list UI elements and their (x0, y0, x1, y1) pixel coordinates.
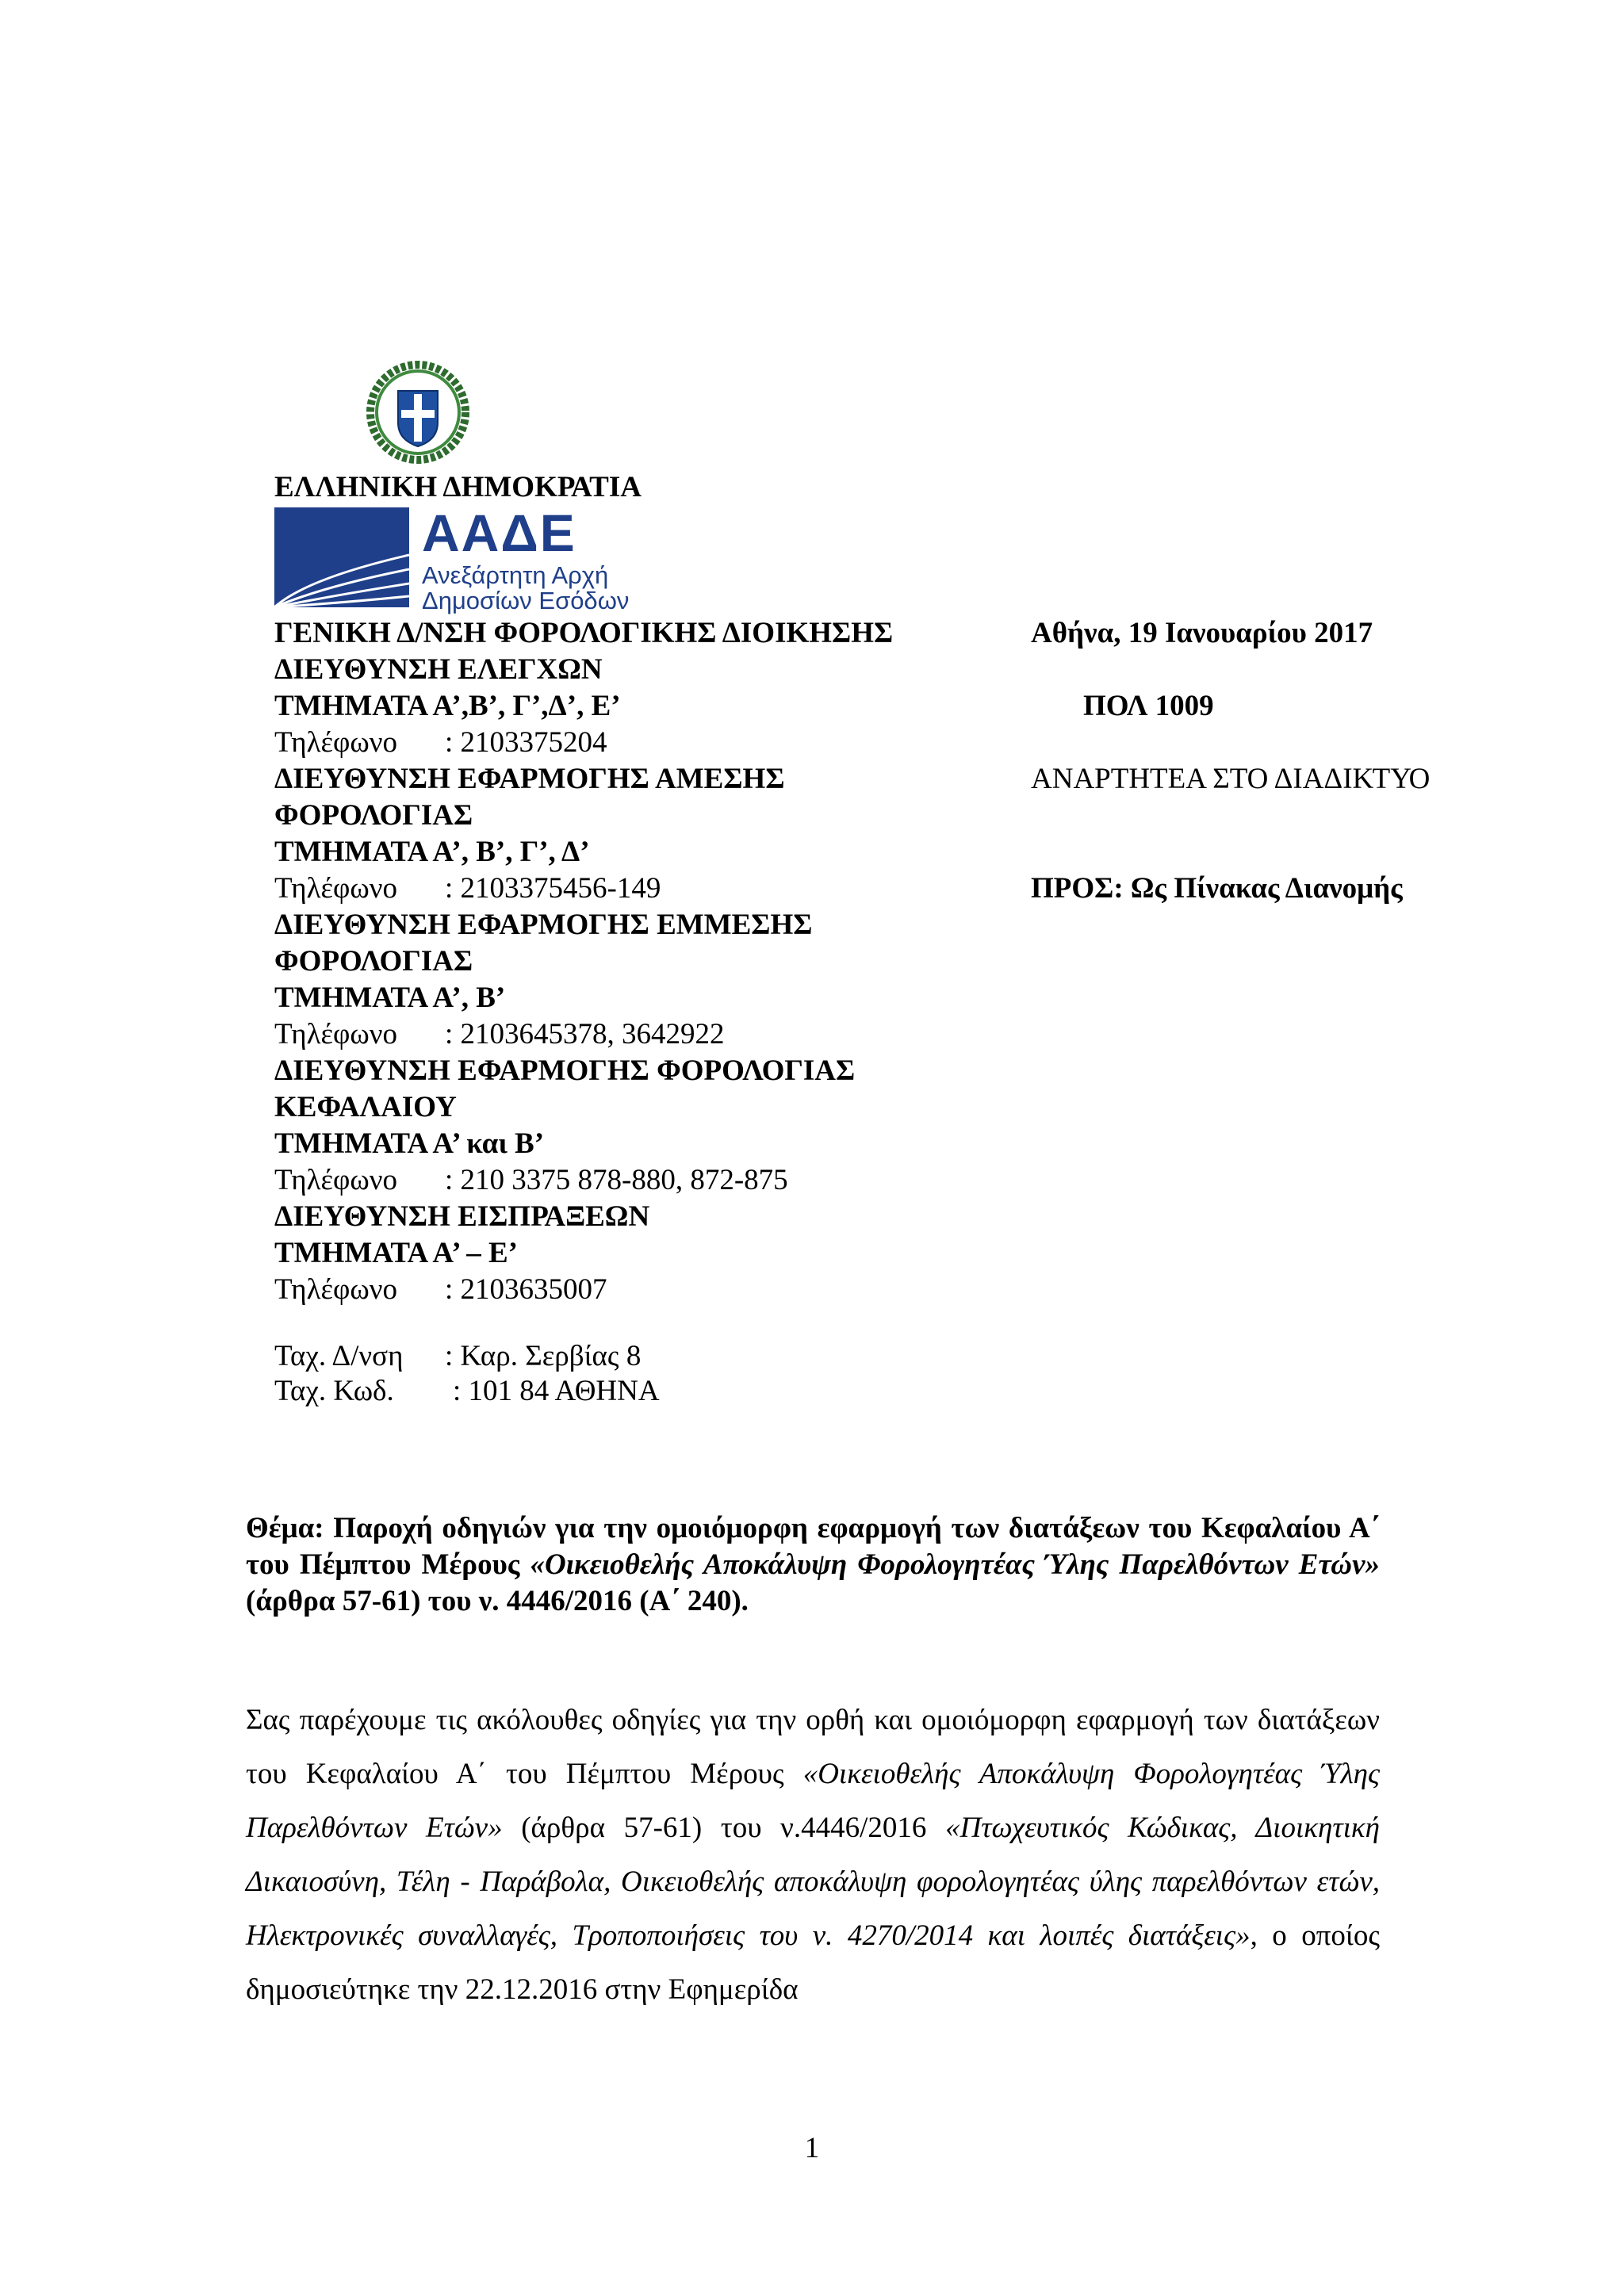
address-line (274, 1338, 641, 1375)
body-text: (άρθρα 57-61) του ν.4446/2016 (502, 1812, 946, 1844)
phone-label: Τηλέφωνο (274, 1018, 397, 1050)
postal-line (274, 1373, 660, 1410)
phone-line (274, 1272, 607, 1308)
recipients: ΠΡΟΣ: Ως Πίνακας Διανομής (1031, 872, 1403, 905)
directorate-name-cont: ΦΟΡΟΛΟΓΙΑΣ (274, 799, 473, 832)
document-reference: ΠΟΛ 1009 (1083, 690, 1214, 722)
document-date: Αθήνα, 19 Ιανουαρίου 2017 (1031, 617, 1373, 649)
subject-paragraph (246, 1510, 1380, 1620)
address-value: : Καρ. Σερβίας 8 (445, 1340, 642, 1372)
directorate-name: ΔΙΕΥΘΥΝΣΗ ΕΙΣΠΡΑΞΕΩΝ (274, 1200, 650, 1233)
body-text: Σας παρέχουμε τις ακόλουθες οδηγίες για την ορθή και ομοιόμορφη εφαρμογή των διατάξεων του Κεφαλαίου Α΄ του Πέμπτου Μέρους (246, 1704, 1380, 1790)
aade-logo (274, 503, 631, 614)
greek-coat-of-arms-icon (366, 361, 469, 464)
aade-subtitle-line2: Δημοσίων Εσόδων (422, 587, 630, 614)
subject-text: Παροχή οδηγιών για την ομοιόμορφη εφαρμογή των διατάξεων του Κεφαλαίου Α΄ του Πέμπτου Μέρους (246, 1512, 1380, 1581)
phone-line (274, 1016, 725, 1053)
republic-heading: ΕΛΛΗΝΙΚΗ ΔΗΜΟΚΡΑΤΙΑ (274, 471, 642, 503)
directorate-name: ΔΙΕΥΘΥΝΣΗ ΕΛΕΓΧΩΝ (274, 653, 603, 686)
phone-label: Τηλέφωνο (274, 1164, 397, 1196)
body-italic-title: «Οικειοθελής Αποκάλυψη Φορολογητέας Ύλης Παρελθόντων Ετών» (246, 1758, 1380, 1844)
address-label: Ταχ. Δ/νση (274, 1340, 404, 1372)
departments: ΤΜΗΜΑΤΑ Α’ και Β’ (274, 1127, 545, 1160)
aade-acronym: ΑΑΔΕ (422, 503, 576, 562)
directorate-name: ΔΙΕΥΘΥΝΣΗ ΕΦΑΡΜΟΓΗΣ ΦΟΡΟΛΟΓΙΑΣ (274, 1054, 856, 1087)
general-directorate: ΓΕΝΙΚΗ Δ/ΝΣΗ ΦΟΡΟΛΟΓΙΚΗΣ ΔΙΟΙΚΗΣΗΣ (274, 617, 894, 649)
phone-label: Τηλέφωνο (274, 1273, 397, 1306)
directorate-name: ΔΙΕΥΘΥΝΣΗ ΕΦΑΡΜΟΓΗΣ ΕΜΜΕΣΗΣ (274, 909, 813, 941)
subject-text-end: (άρθρα 57-61) του ν. 4446/2016 (Α΄ 240). (246, 1585, 749, 1617)
aade-subtitle-line1: Ανεξάρτητη Αρχή (422, 561, 609, 589)
postal-value: : 101 84 ΑΘΗΝΑ (453, 1375, 660, 1407)
phone-line (274, 725, 607, 761)
directorate-name: ΔΙΕΥΘΥΝΣΗ ΕΦΑΡΜΟΓΗΣ ΑΜΕΣΗΣ (274, 763, 785, 795)
departments: ΤΜΗΜΑΤΑ Α’,Β’, Γ’,Δ’, Ε’ (274, 690, 621, 722)
phone-label: Τηλέφωνο (274, 872, 397, 905)
subject-italic-title: «Οικειοθελής Αποκάλυψη Φορολογητέας Ύλης Παρελθόντων Ετών» (530, 1548, 1380, 1581)
postal-label: Ταχ. Κωδ. (274, 1375, 394, 1407)
phone-number: : 2103375456-149 (445, 872, 661, 905)
aade-logo-mark (274, 507, 409, 607)
directorate-name-cont: ΚΕΦΑΛΑΙΟΥ (274, 1091, 457, 1123)
phone-number: : 2103635007 (445, 1273, 607, 1306)
subject-label: Θέμα: (246, 1512, 324, 1544)
page-number: 1 (804, 2132, 820, 2164)
directorate-name-cont: ΦΟΡΟΛΟΓΙΑΣ (274, 945, 473, 978)
body-text: , ο οποίος δημοσιεύτηκε την 22.12.2016 στην Εφημερίδα (246, 1919, 1380, 2006)
body-italic-law-title: «Πτωχευτικός Κώδικας, Διοικητική Δικαιοσύνη, Τέλη - Παράβολα, Οικειοθελής αποκάλυψη φορολογητέας ύλης παρελθόντων ετών, Ηλεκτρονικές συναλλαγές, Τροποποιήσεις του ν. 4270/2014 και λοιπές διατάξεις» (246, 1812, 1380, 1952)
phone-line (274, 871, 661, 907)
phone-number: : 2103375204 (445, 726, 607, 759)
body-paragraph (246, 1693, 1380, 2017)
phone-number: : 210 3375 878-880, 872-875 (445, 1164, 788, 1196)
phone-number: : 2103645378, 3642922 (445, 1018, 725, 1050)
departments: ΤΜΗΜΑΤΑ Α’, Β’, Γ’, Δ’ (274, 836, 590, 868)
phone-line (274, 1162, 788, 1199)
posting-notice: ΑΝΑΡΤΗΤΕΑ ΣΤΟ ΔΙΑΔΙΚΤΥΟ (1031, 763, 1431, 795)
departments: ΤΜΗΜΑΤΑ Α’ – Ε’ (274, 1237, 518, 1269)
departments: ΤΜΗΜΑΤΑ Α’, Β’ (274, 982, 506, 1014)
phone-label: Τηλέφωνο (274, 726, 397, 759)
